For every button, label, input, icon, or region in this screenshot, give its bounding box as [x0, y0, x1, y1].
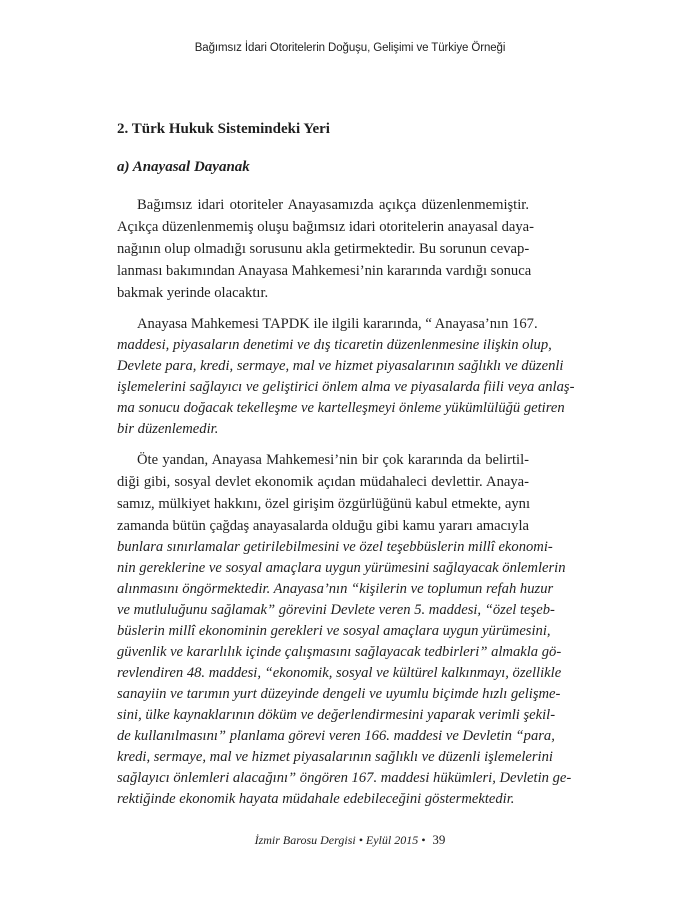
paragraph-3-line: ve mutluluğunu sağlamak” görevini Devlete veren 5. maddesi, “özel teşeb- [117, 602, 555, 618]
paragraph-2-line: maddesi, piyasaların denetimi ve dış ticaretin düzenlenmesine ilişkin olup, [117, 337, 552, 353]
paragraph-1-line: nağının olup olmadığı sorusunu akla getirmektedir. Bu sorunun cevap- [117, 241, 530, 257]
paragraph-3-line: sanayiin ve tarımın yurt düzeyinde dengeli ve uyumlu biçimde hızlı gelişme- [117, 686, 561, 702]
paragraph-2-line: Anayasa Mahkemesi TAPDK ile ilgili kararında, “ Anayasa’nın 167. [137, 316, 538, 332]
page-number: 39 [432, 832, 446, 847]
running-header: Bağımsız İdari Otoritelerin Doğuşu, Gelişimi ve Türkiye Örneği [194, 42, 506, 54]
paragraph-3-line: diği gibi, sosyal devlet ekonomik açıdan müdahaleci devlettir. Anaya- [117, 474, 529, 490]
paragraph-1-line: bakmak yerinde olacaktır. [117, 285, 269, 301]
paragraph-2-line: Devlete para, kredi, sermaye, mal ve hizmet piyasalarının sağlıklı ve düzenli [117, 358, 564, 374]
paragraph-3-line: nin gereklerine ve sosyal amaçlara uygun yürümesini sağlayacak önlemlerin [117, 560, 566, 576]
paragraph-3-line: sini, ülke kaynaklarının döküm ve değerlendirmesini yaparak verimli şekil- [117, 707, 556, 723]
paragraph-3-line: sağlayıcı önlemleri alacağını” öngören 167. maddesi hükümleri, Devletin ge- [117, 770, 572, 786]
paragraph-3-line: güvenlik ve kararlılık içinde çalışmasını sağlayacak tedbirleri” almakla gö- [117, 644, 562, 660]
paragraph-3-line: kredi, sermaye, mal ve hizmet piyasalarının sağlıklı ve düzenli işlemelerini [117, 749, 553, 765]
paragraph-1-line: Açıkça düzenlenmemiş oluşu bağımsız idari otoritelerin anayasal daya- [117, 219, 534, 235]
journal-name: İzmir Barosu Dergisi • Eylül 2015 • [254, 833, 426, 847]
subsection-heading: a) Anayasal Dayanak [117, 159, 250, 175]
paragraph-3-line: de kullanılmasını” planlama görevi veren 166. maddesi ve Devletin “para, [117, 728, 555, 744]
paragraph-1-line: lanması bakımından Anayasa Mahkemesi’nin kararında vardığı sonuca [117, 263, 532, 279]
section-heading: 2. Türk Hukuk Sistemindeki Yeri [117, 121, 330, 137]
paragraph-2-line: bir düzenlemedir. [117, 421, 219, 437]
paragraph-3-line: alınmasını öngörmektedir. Anayasa’nın “kişilerin ve toplumun refah huzur [117, 581, 554, 597]
paragraph-3-line: revlendiren 48. maddesi, “ekonomik, sosyal ve kültürel kalkınmayı, özellikle [117, 665, 562, 681]
page-footer [0, 832, 700, 848]
paragraph-3-line: samız, mülkiyet hakkını, özel girişim özgürlüğünü kabul etmekte, aynı [117, 496, 530, 512]
paragraph-3-line: rektiğinde ekonomik hayata müdahale edebileceğini göstermektedir. [117, 791, 515, 807]
paragraph-3-line: bunlara sınırlamalar getirilebilmesini ve özel teşebbüslerin millî ekonomi- [117, 539, 553, 555]
paragraph-2-line: ma sonucu doğacak tekelleşme ve kartelleşmeyi önleme yükümlülüğü getiren [117, 400, 565, 416]
paragraph-2-line: işlemelerini sağlayıcı ve geliştirici önlem alma ve piyasalarda fiili veya anlaş- [117, 379, 575, 395]
paragraph-3-line: Öte yandan, Anayasa Mahkemesi’nin bir çok kararında da belirtil- [137, 452, 529, 468]
paragraph-3-line: zamanda bütün çağdaş anayasalarda olduğu gibi kamu yararı amacıyla [117, 518, 529, 534]
paragraph-3-line: büslerin millî ekonominin gerekleri ve sosyal amaçlara uygun yürümesini, [117, 623, 551, 639]
paragraph-1-line: Bağımsız idari otoriteler Anayasamızda açıkça düzenlenmemiştir. [137, 197, 529, 213]
